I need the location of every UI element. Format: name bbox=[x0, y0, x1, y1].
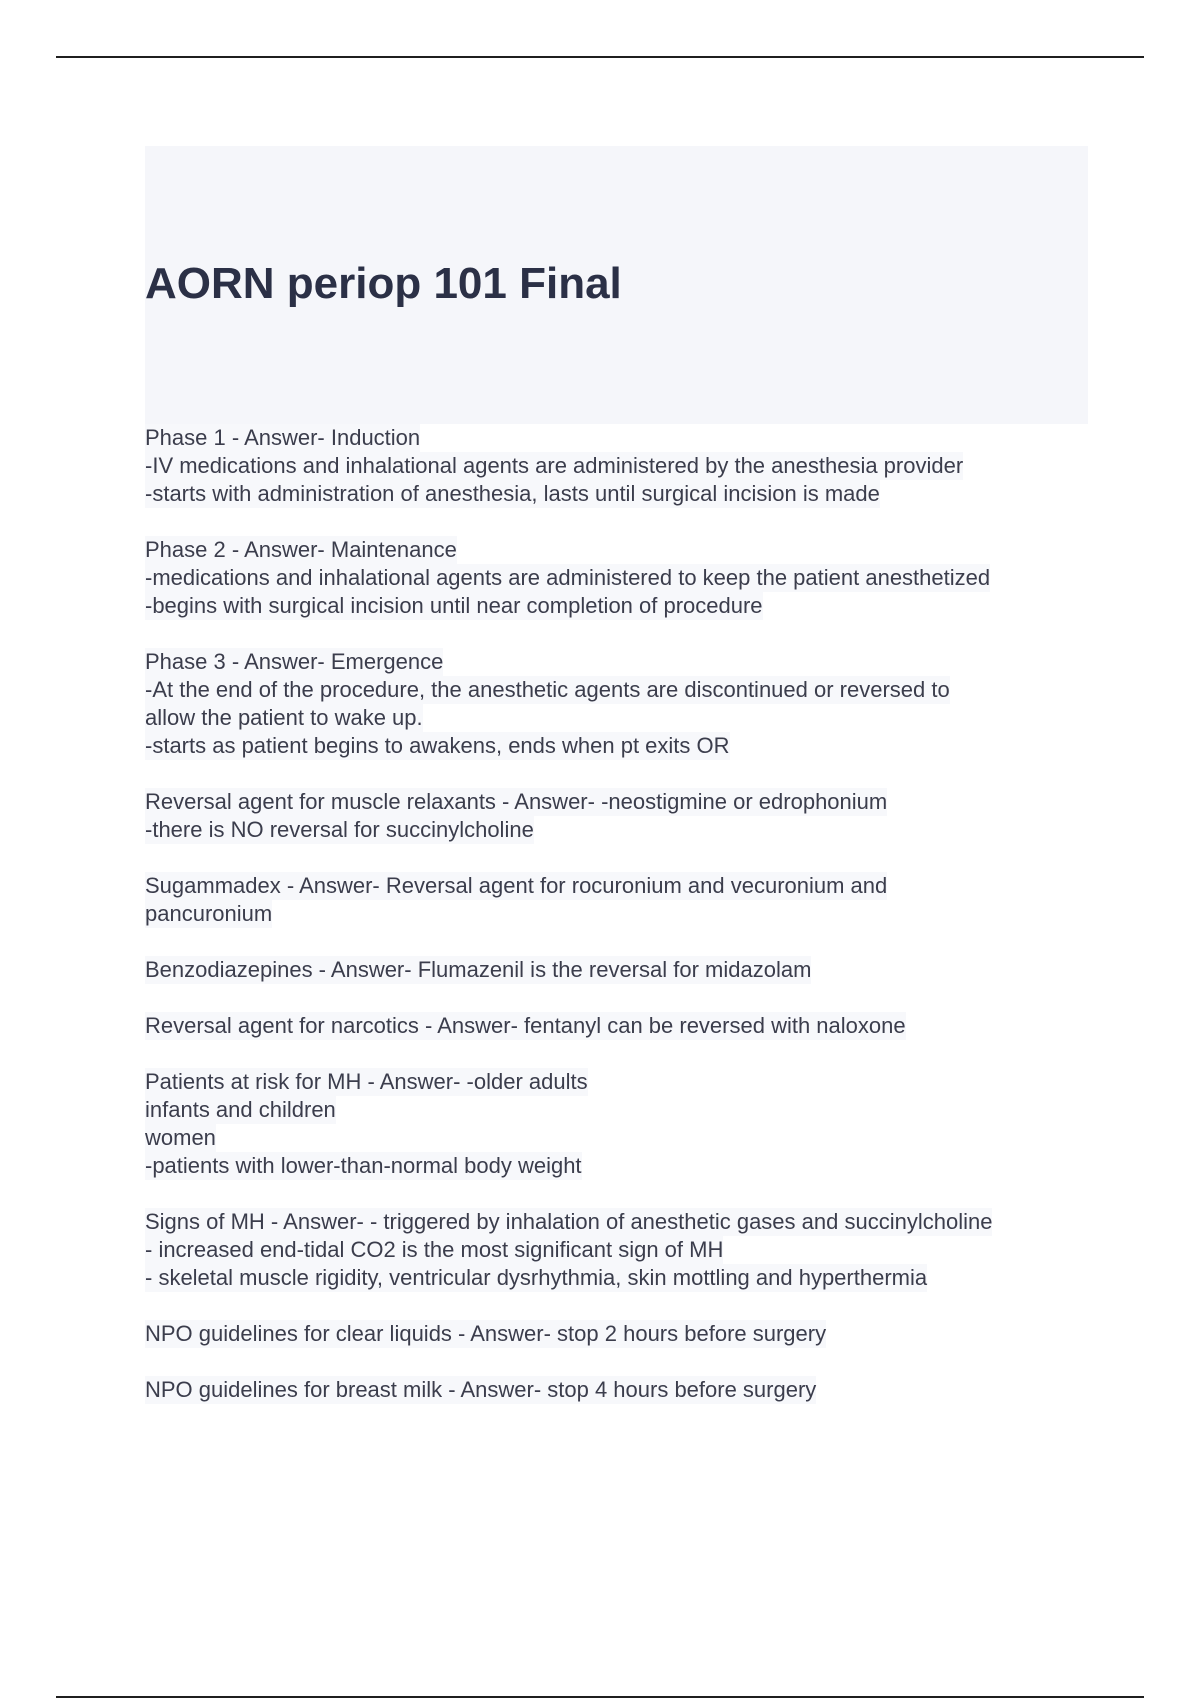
qa-line: Phase 1 - Answer- Induction bbox=[145, 425, 421, 450]
qa-line: allow the patient to wake up. bbox=[145, 705, 423, 730]
page-top-rule bbox=[56, 56, 1144, 58]
qa-item bbox=[145, 956, 1105, 984]
qa-line: Signs of MH - Answer- - triggered by inhalation of anesthetic gases and succinylcholine bbox=[145, 1209, 993, 1234]
qa-line: -starts as patient begins to awakens, ends when pt exits OR bbox=[145, 733, 730, 758]
qa-line: -At the end of the procedure, the anesthetic agents are discontinued or reversed to bbox=[145, 677, 950, 702]
qa-line: Phase 3 - Answer- Emergence bbox=[145, 649, 444, 674]
qa-item bbox=[145, 1012, 1105, 1040]
qa-line: Sugammadex - Answer- Reversal agent for rocuronium and vecuronium and bbox=[145, 873, 888, 898]
qa-item bbox=[145, 1208, 1105, 1292]
page-bottom-rule bbox=[56, 1696, 1144, 1698]
qa-line: -IV medications and inhalational agents are administered by the anesthesia provider bbox=[145, 453, 964, 478]
qa-item bbox=[145, 424, 1105, 508]
qa-item bbox=[145, 648, 1105, 760]
qa-item bbox=[145, 872, 1105, 928]
document-title: AORN periop 101 Final bbox=[145, 259, 622, 308]
qa-line: Benzodiazepines - Answer- Flumazenil is the reversal for midazolam bbox=[145, 957, 812, 982]
qa-line: -starts with administration of anesthesia, lasts until surgical incision is made bbox=[145, 481, 880, 506]
qa-line: -begins with surgical incision until near completion of procedure bbox=[145, 593, 763, 618]
qa-line: - increased end-tidal CO2 is the most significant sign of MH bbox=[145, 1237, 724, 1262]
qa-item bbox=[145, 1068, 1105, 1180]
qa-line: pancuronium bbox=[145, 901, 273, 926]
qa-line: Reversal agent for narcotics - Answer- fentanyl can be reversed with naloxone bbox=[145, 1013, 906, 1038]
qa-line: - skeletal muscle rigidity, ventricular dysrhythmia, skin mottling and hyperthermia bbox=[145, 1265, 928, 1290]
qa-line: NPO guidelines for breast milk - Answer- stop 4 hours before surgery bbox=[145, 1377, 817, 1402]
qa-line: NPO guidelines for clear liquids - Answer- stop 2 hours before surgery bbox=[145, 1321, 827, 1346]
qa-item bbox=[145, 536, 1105, 620]
qa-line: -there is NO reversal for succinylcholine bbox=[145, 817, 534, 842]
qa-line: -patients with lower-than-normal body weight bbox=[145, 1153, 582, 1178]
qa-line: women bbox=[145, 1125, 216, 1150]
qa-line: Reversal agent for muscle relaxants - Answer- -neostigmine or edrophonium bbox=[145, 789, 888, 814]
qa-list bbox=[145, 424, 1105, 1432]
qa-item bbox=[145, 788, 1105, 844]
qa-item bbox=[145, 1320, 1105, 1348]
qa-item bbox=[145, 1376, 1105, 1404]
qa-line: infants and children bbox=[145, 1097, 336, 1122]
qa-line: Patients at risk for MH - Answer- -older adults bbox=[145, 1069, 588, 1094]
qa-line: -medications and inhalational agents are administered to keep the patient anesthetized bbox=[145, 565, 991, 590]
qa-line: Phase 2 - Answer- Maintenance bbox=[145, 537, 457, 562]
